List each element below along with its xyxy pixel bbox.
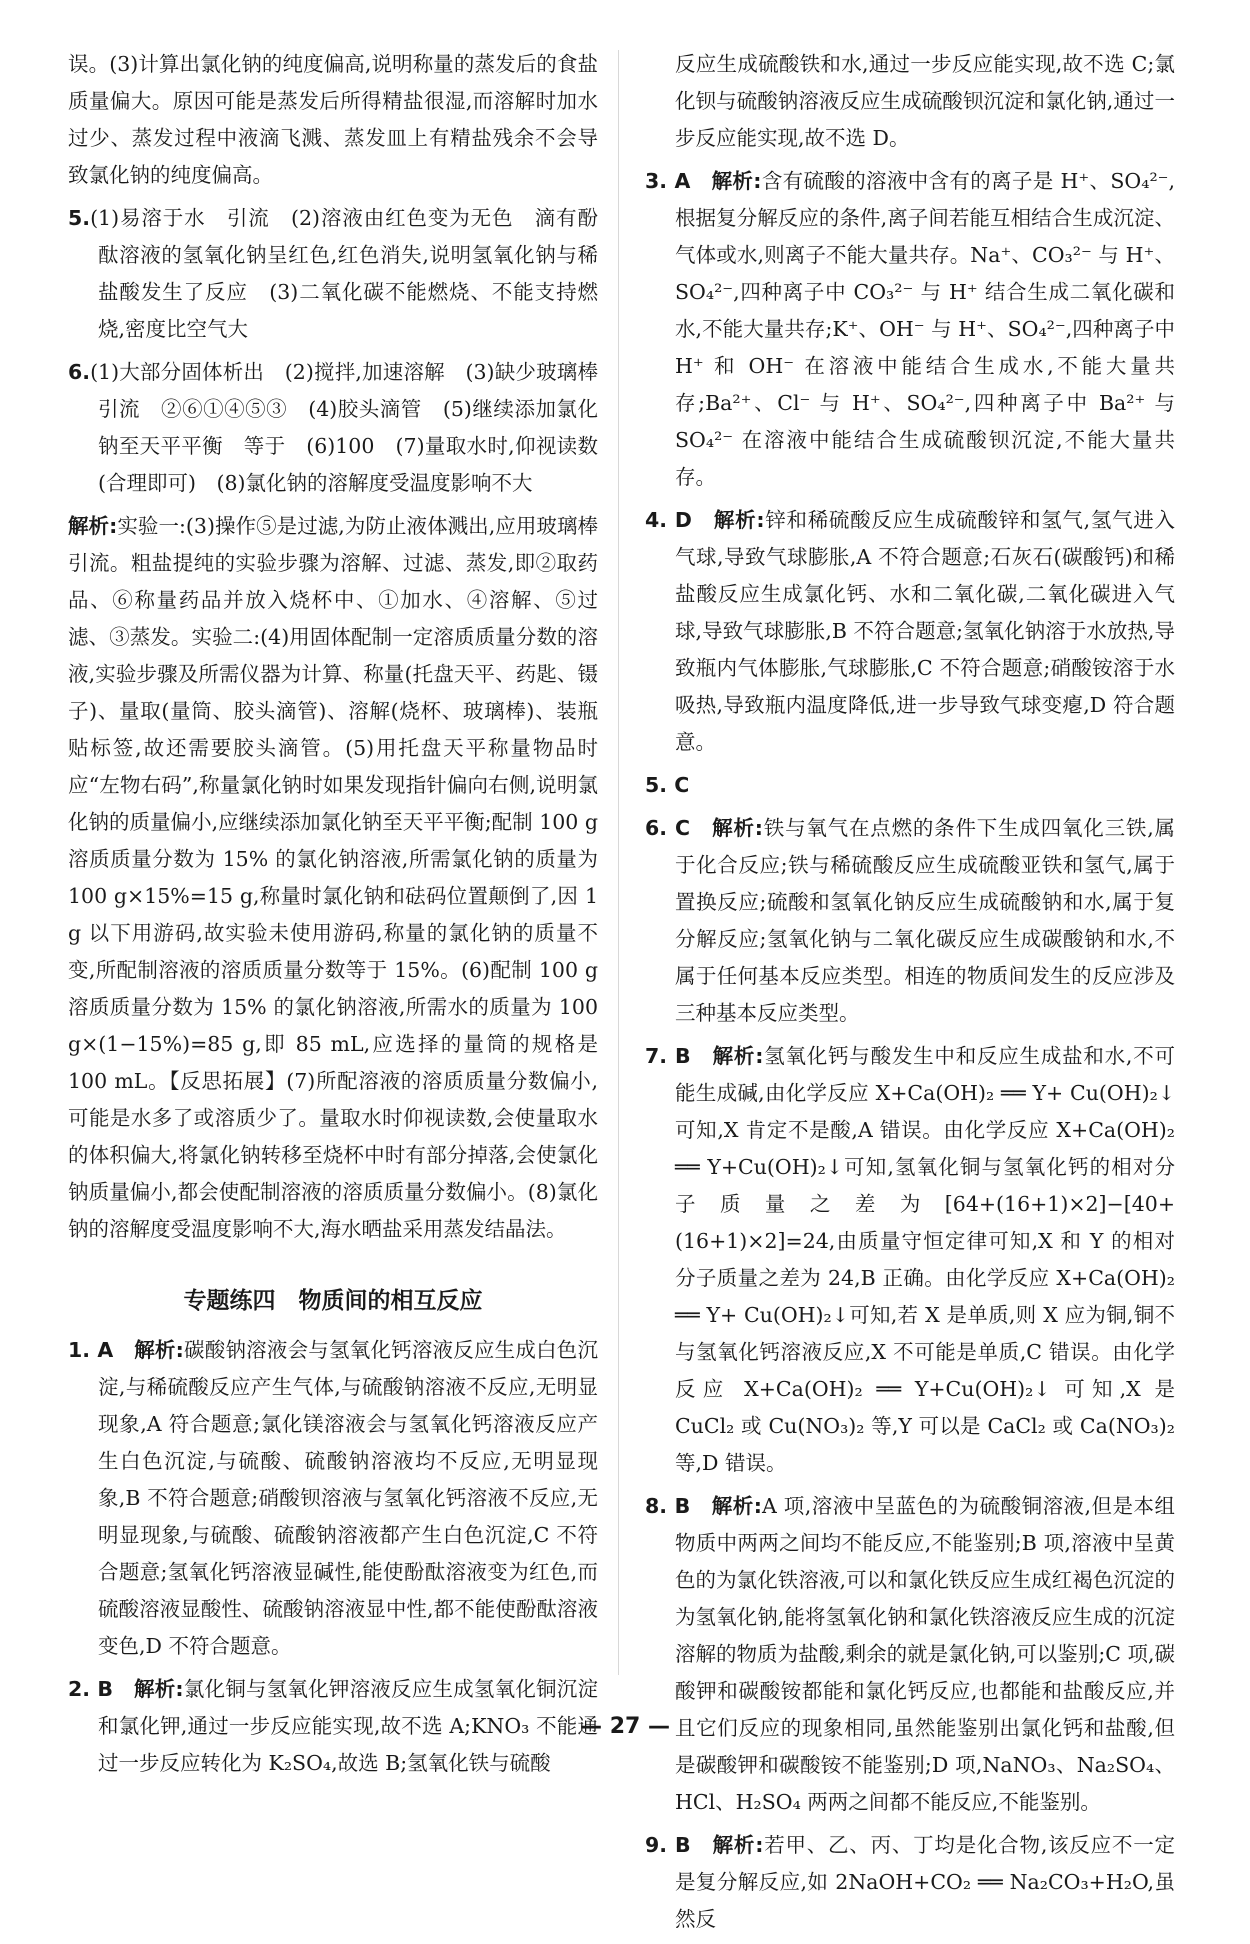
item-number: 6. bbox=[68, 360, 91, 384]
section-title: 专题练四 物质间的相互反应 bbox=[183, 1288, 483, 1314]
answer-item bbox=[645, 502, 1175, 761]
item-text: 若甲、乙、丙、丁均是化合物,该反应不一定是复分解反应,如 2NaOH+CO₂ ══ Na₂CO₃+H₂O,虽然反 bbox=[675, 1833, 1175, 1931]
item-number: 2. B bbox=[68, 1677, 114, 1701]
explanation-label: 解析: bbox=[68, 514, 118, 538]
left-column bbox=[68, 46, 598, 1788]
answer-item bbox=[645, 163, 1175, 496]
item-number: 3. A bbox=[645, 169, 691, 193]
explanation-label: 解析: bbox=[712, 1833, 764, 1857]
item-text: A 项,溶液中呈蓝色的为硫酸铜溶液,但是本组物质中两两之间均不能反应,不能鉴别;B 项,溶液中呈黄色的为氯化铁溶液,可以和氯化铁反应生成红褐色沉淀的为氢氧化钠,能将氢氧化钠和氯化铁溶液反应生成的沉淀溶解的物质为盐酸,剩余的就是氯化钠,可以鉴别;C 项,碳酸钾和碳酸铵都能和氯化钙反应,也都能和盐酸反应,并且它们反应的现象相同,虽然能鉴别出氯化钙和盐酸,但是碳酸钾和碳酸铵不能鉴别;D 项,NaNO₃、Na₂SO₄、HCl、H₂SO₄ 两两之间都不能反应,不能鉴别。 bbox=[675, 1494, 1175, 1814]
paragraph: 误。(3)计算出氯化钠的纯度偏高,说明称量的蒸发后的食盐质量偏大。原因可能是蒸发后所得精盐很湿,而溶解时加水过少、蒸发过程中液滴飞溅、蒸发皿上有精盐残余不会导致氯化钠的纯度偏高。 bbox=[68, 52, 598, 187]
answer-item bbox=[645, 810, 1175, 1032]
answer-item bbox=[68, 1332, 598, 1665]
answer-item bbox=[645, 1827, 1175, 1938]
column-divider bbox=[618, 50, 619, 1675]
explanation-label: 解析: bbox=[712, 1044, 764, 1068]
answer-item bbox=[68, 354, 598, 502]
item-number: 9. B bbox=[645, 1833, 691, 1857]
item-text: (1)易溶于水 引流 (2)溶液由红色变为无色 滴有酚酞溶液的氢氧化钠呈红色,红色消失,说明氢氧化钠与稀盐酸发生了反应 (3)二氧化碳不能燃烧、不能支持燃烧,密度比空气大 bbox=[90, 206, 598, 341]
item-text: (1)大部分固体析出 (2)搅拌,加速溶解 (3)缺少玻璃棒引流 ②⑥①④⑤③ (4)胶头滴管 (5)继续添加氯化钠至天平平衡 等于 (6)100 (7)量取水时,仰视读数(合理即可) (8)氯化钠的溶解度受温度影响不大 bbox=[90, 360, 598, 495]
explanation-text: 实验一:(3)操作⑤是过滤,为防止液体溅出,应用玻璃棒引流。粗盐提纯的实验步骤为溶解、过滤、蒸发,即②取药品、⑥称量药品并放入烧杯中、①加水、④溶解、⑤过滤、③蒸发。实验二:(4)用固体配制一定溶质质量分数的溶液,实验步骤及所需仪器为计算、称量(托盘天平、药匙、镊子)、量取(量筒、胶头滴管)、溶解(烧杯、玻璃棒)、装瓶贴标签,故还需要胶头滴管。(5)用托盘天平称量物品时应“左物右码”,称量氯化钠时如果发现指针偏向右侧,说明氯化钠的质量偏小,应继续添加氯化钠至天平平衡;配制 100 g 溶质质量分数为 15% 的氯化钠溶液,所需氯化钠的质量为 100 g×15%=15 g,称量时氯化钠和砝码位置颠倒了,因 1 g 以下用游码,故实验未使用游码,称量的氯化钠的质量不变,所配制溶液的溶质质量分数等于 15%。(6)配制 100 g 溶质质量分数为 15% 的氯化钠溶液,所需水的质量为 100 g×(1−15%)=85 g,即 85 mL,应选择的量筒的规格是 100 mL。【反思拓展】(7)所配溶液的溶质质量分数偏小,可能是水多了或溶质少了。量取水时仰视读数,会使量取水的体积偏大,将氯化钠转移至烧杯中时有部分掉落,会使氯化钠质量偏小,都会使配制溶液的溶质质量分数偏小。(8)氯化钠的溶解度受温度影响不大,海水晒盐采用蒸发结晶法。 bbox=[68, 514, 599, 1241]
item-number: 4. D bbox=[645, 508, 692, 532]
explanation-label: 解析: bbox=[711, 169, 762, 193]
item-text: 碳酸钠溶液会与氢氧化钙溶液反应生成白色沉淀,与稀硫酸反应产生气体,与硫酸钠溶液不反应,无明显现象,A 符合题意;氯化镁溶液会与氢氧化钙溶液反应产生白色沉淀,与硫酸、硫酸钠溶液均不反应,无明显现象,B 不符合题意;硝酸钡溶液与氢氧化钙溶液不反应,无明显现象,与硫酸、硫酸钠溶液都产生白色沉淀,C 不符合题意;氢氧化钙溶液显碱性,能使酚酞溶液变为红色,而硫酸溶液显酸性、硫酸钠溶液显中性,都不能使酚酞溶液变色,D 不符合题意。 bbox=[98, 1338, 598, 1658]
item-text: 铁与氧气在点燃的条件下生成四氧化三铁,属于化合反应;铁与稀硫酸反应生成硫酸亚铁和氢气,属于置换反应;硫酸和氢氧化钠反应生成硫酸钠和水,属于复分解反应;氢氧化钠与二氧化碳反应生成碳酸钠和水,不属于任何基本反应类型。相连的物质间发生的反应涉及三种基本反应类型。 bbox=[675, 816, 1176, 1025]
explanation-label: 解析: bbox=[134, 1338, 184, 1362]
explanation-label: 解析: bbox=[712, 816, 763, 840]
right-column bbox=[645, 46, 1175, 1944]
item-text: 锌和稀硫酸反应生成硫酸锌和氢气,氢气进入气球,导致气球膨胀,A 不符合题意;石灰石(碳酸钙)和稀盐酸反应生成氯化钙、水和二氧化碳,二氧化碳进入气球,导致气球膨胀,B 不符合题意;氢氧化钠溶于水放热,导致瓶内气体膨胀,气球膨胀,C 不符合题意;硝酸铵溶于水吸热,导致瓶内温度降低,进一步导致气球变瘪,D 符合题意。 bbox=[675, 508, 1176, 754]
explanation-label: 解析: bbox=[713, 508, 765, 532]
explanation-label: 解析: bbox=[133, 1677, 184, 1701]
item-number: 5. C bbox=[645, 773, 690, 797]
explanation bbox=[68, 508, 598, 1248]
item-number: 1. A bbox=[68, 1338, 114, 1362]
explanation-label: 解析: bbox=[711, 1494, 762, 1518]
item-text: 氢氧化钙与酸发生中和反应生成盐和水,不可能生成碱,由化学反应 X+Ca(OH)₂ ══ Y+ Cu(OH)₂↓ 可知,X 肯定不是酸,A 错误。由化学反应 X+Ca(OH)₂ ══ Y+Cu(OH)₂↓可知,氢氧化铜与氢氧化钙的相对分子质量之差为[64+(16+1)×2]−[40+(16+1)×2]=24,由质量守恒定律可知,X 和 Y 的相对分子质量之差为 24,B 正确。由化学反应 X+Ca(OH)₂ ══ Y+ Cu(OH)₂↓可知,若 X 是单质,则 X 应为铜,铜不与氢氧化钙溶液反应,X 不可能是单质,C 错误。由化学反应 X+Ca(OH)₂ ══ Y+Cu(OH)₂↓ 可知,X 是 CuCl₂ 或 Cu(NO₃)₂ 等,Y 可以是 CaCl₂ 或 Ca(NO₃)₂ 等,D 错误。 bbox=[675, 1044, 1175, 1475]
item-text: 氯化铜与氢氧化钾溶液反应生成氢氧化铜沉淀和氯化钾,通过一步反应能实现,故不选 A;KNO₃ 不能通过一步反应转化为 K₂SO₄,故选 B;氢氧化铁与硫酸 bbox=[98, 1677, 598, 1775]
item-number: 5. bbox=[68, 206, 91, 230]
answer-item bbox=[645, 1038, 1175, 1482]
page-number: — 27 — bbox=[580, 1714, 670, 1739]
answer-item bbox=[645, 767, 1175, 804]
item-number: 6. C bbox=[645, 816, 691, 840]
answer-item bbox=[68, 200, 598, 348]
paragraph: 反应生成硫酸铁和水,通过一步反应能实现,故不选 C;氯化钡与硫酸钠溶液反应生成硫酸钡沉淀和氯化钠,通过一步反应能实现,故不选 D。 bbox=[675, 52, 1175, 150]
item-text: 含有硫酸的溶液中含有的离子是 H⁺、SO₄²⁻,根据复分解反应的条件,离子间若能互相结合生成沉淀、气体或水,则离子不能大量共存。Na⁺、CO₃²⁻ 与 H⁺、SO₄²⁻,四种离子中 CO₃²⁻ 与 H⁺ 结合生成二氧化碳和水,不能大量共存;K⁺、OH⁻ 与 H⁺、SO₄²⁻,四种离子中 H⁺ 和 OH⁻ 在溶液中能结合生成水,不能大量共存;Ba²⁺、Cl⁻ 与 H⁺、SO₄²⁻,四种离子中 Ba²⁺ 与 SO₄²⁻ 在溶液中能结合生成硫酸钡沉淀,不能大量共存。 bbox=[675, 169, 1175, 489]
item-number: 8. B bbox=[645, 1494, 691, 1518]
answer-item bbox=[645, 1488, 1175, 1821]
item-number: 7. B bbox=[645, 1044, 691, 1068]
